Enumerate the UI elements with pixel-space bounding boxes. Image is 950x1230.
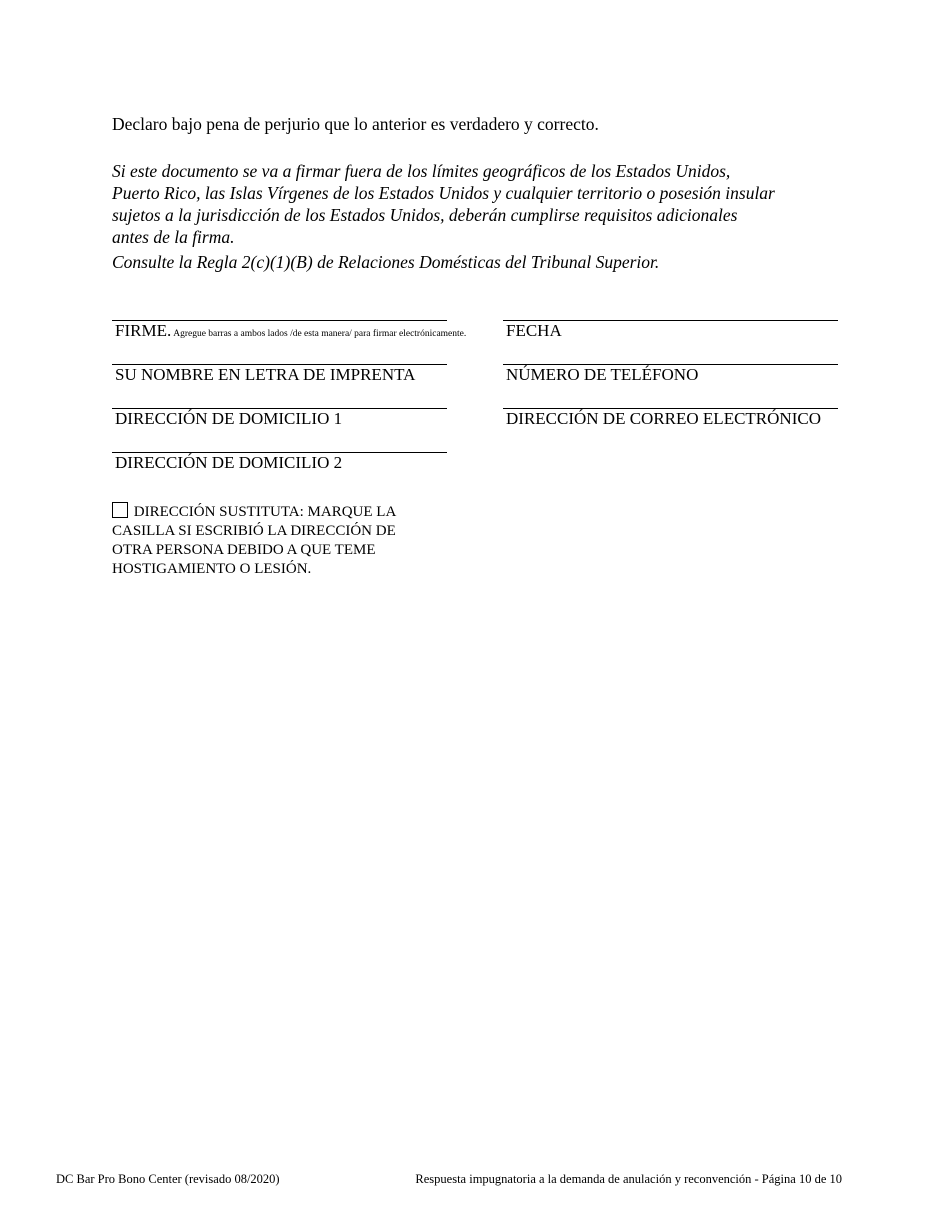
substitute-line: DIRECCIÓN SUSTITUTA: MARQUE LA — [133, 504, 397, 520]
phone-label: NÚMERO DE TELÉFONO — [506, 365, 699, 384]
substitute-address-block — [112, 502, 422, 579]
signature-label: FIRME. — [115, 321, 172, 340]
notice-line: Puerto Rico, las Islas Vírgenes de los Estados Unidos y cualquier territorio o posesión insular — [112, 183, 775, 203]
address1-field[interactable] — [112, 408, 447, 429]
email-field[interactable] — [503, 408, 838, 429]
date-field[interactable] — [503, 320, 838, 341]
phone-field[interactable] — [503, 364, 838, 385]
signature-hint: Agregue barras a ambos lados /de esta manera/ para firmar electrónicamente. — [173, 329, 467, 339]
notice-line: Si este documento se va a firmar fuera de los límites geográficos de los Estados Unidos, — [112, 161, 731, 181]
address2-field[interactable] — [112, 452, 447, 473]
substitute-line: OTRA PERSONA DEBIDO A QUE TEME — [112, 542, 376, 558]
notice-line: antes de la firma. — [112, 227, 235, 247]
signature-field[interactable] — [112, 320, 467, 344]
address2-label: DIRECCIÓN DE DOMICILIO 2 — [115, 453, 343, 472]
date-label: FECHA — [506, 321, 562, 340]
address1-label: DIRECCIÓN DE DOMICILIO 1 — [115, 409, 343, 428]
email-label: DIRECCIÓN DE CORREO ELECTRÓNICO — [506, 409, 821, 428]
rule-reference: Consulte la Regla 2(c)(1)(B) de Relaciones Domésticas del Tribunal Superior. — [112, 252, 660, 272]
footer-left: DC Bar Pro Bono Center (revisado 08/2020) — [56, 1172, 280, 1186]
notice-line: sujetos a la jurisdicción de los Estados Unidos, deberán cumplirse requisitos adicionales — [112, 205, 738, 225]
substitute-line: HOSTIGAMIENTO O LESIÓN. — [112, 561, 312, 577]
printed-name-label: SU NOMBRE EN LETRA DE IMPRENTA — [115, 365, 416, 384]
printed-name-field[interactable] — [112, 364, 447, 385]
substitute-line: CASILLA SI ESCRIBIÓ LA DIRECCIÓN DE — [112, 523, 396, 539]
substitute-address-checkbox[interactable] — [112, 502, 128, 518]
declaration-text: Declaro bajo pena de perjurio que lo anterior es verdadero y correcto. — [112, 114, 599, 134]
footer-right: Respuesta impugnatoria a la demanda de anulación y reconvención - Página 10 de 10 — [415, 1172, 842, 1186]
jurisdiction-notice — [112, 160, 842, 273]
